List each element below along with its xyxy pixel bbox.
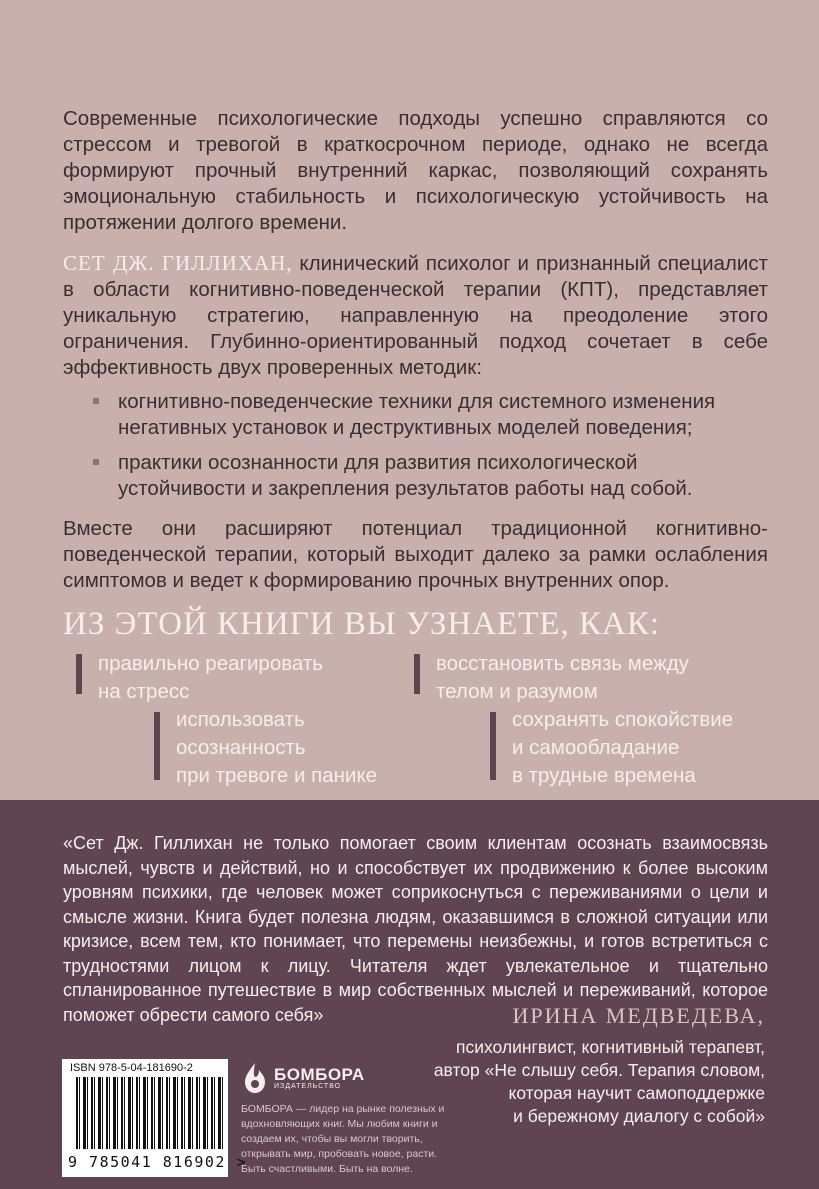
bullet-square-icon bbox=[93, 459, 99, 465]
publisher-subtitle: ИЗДАТЕЛЬСТВО bbox=[274, 1082, 342, 1090]
barcode-icon bbox=[76, 1077, 224, 1149]
learn-item-bar bbox=[414, 654, 420, 694]
summary-paragraph: Вместе они расширяют потенциал традиционной когнитивно-поведенческой терапии, который выходит далеко за рамки ослабления симптомов и ведет к формированию прочных внутренних опор. bbox=[63, 517, 768, 592]
intro-paragraph: Современные психологические подходы успешно справляются со стрессом и тревогой в краткосрочном периоде, однако не всегда формируют прочный внутренний каркас, позволяющий сохранять эмоциональную стабильность и психологическую устойчивость на протяжении долгого времени. bbox=[63, 107, 768, 234]
barcode-number: 9 785041 816902 > bbox=[68, 1153, 248, 1171]
review-author-credentials: психолингвист, когнитивный терапевт, автор «Не слышу себя. Терапия словом, которая научит самоподдержке и бережному диалогу с собой» bbox=[433, 1037, 765, 1126]
learn-item-bar bbox=[490, 712, 496, 780]
isbn-label: ISBN 978-5-04-181690-2 bbox=[70, 1062, 193, 1074]
learn-item: восстановить связь между телом и разумом bbox=[436, 652, 689, 703]
learn-item: сохранять спокойствие и самообладание в трудные времена bbox=[512, 708, 734, 787]
learn-item: правильно реагировать на стресс bbox=[98, 652, 323, 703]
author-description: клинический психолог и признанный специалист в области когнитивно-поведенческой терапии (КПТ), представляет уникальную стратегию, направленную на преодоление этого ограничения. Глубинно-ориентированный подход сочетает в себе эффективность двух проверенных методик: bbox=[63, 252, 768, 379]
bullet-square-icon bbox=[93, 398, 99, 404]
method-list bbox=[90, 389, 770, 511]
review-quote: «Сет Дж. Гиллихан не только помогает своим клиентам осознать взаимосвязь мыслей, чувств и действий, но и способствует их продвижению к более высоким уровням психики, где человек может соприкоснуться с переживаниями о цели и смысле жизни. Книга будет полезна людям, оказавшимся в сложной ситуации или кризисе, всем тем, кто понимает, что перемены неизбежны, и готов встретиться с трудностями лицом к лицу. Читателя ждет увлекательное и тщательно спланированное путешествие в мир собственных мыслей и переживаний, которое поможет обрести самого себя» bbox=[63, 833, 768, 1025]
learn-item: использовать осознанность при тревоге и панике bbox=[176, 708, 378, 787]
publisher-name: БОМБОРА bbox=[274, 1064, 365, 1084]
learn-item-bar bbox=[76, 654, 82, 694]
method-item: практики осознанности для развития психологической устойчивости и закрепления результатов работы над собой. bbox=[90, 450, 770, 502]
learn-heading: ИЗ ЭТОЙ КНИГИ ВЫ УЗНАЕТЕ, КАК: bbox=[63, 606, 661, 642]
review-author: ИРИНА МЕДВЕДЕВА, bbox=[512, 1003, 765, 1028]
publisher-description: БОМБОРА — лидер на рынке полезных и вдохновляющих книг. Мы любим книги и создаем их, чтобы вы могли творить, открывать мир, пробовать новое, расти. Быть счастливыми. Быть на волне. bbox=[241, 1103, 445, 1175]
learn-item-bar bbox=[154, 712, 160, 780]
author-name: СЕТ ДЖ. ГИЛЛИХАН, bbox=[63, 251, 293, 275]
isbn-barcode-box bbox=[62, 1059, 248, 1177]
publisher-logo bbox=[241, 1062, 365, 1094]
author-paragraph bbox=[63, 250, 768, 381]
method-item: когнитивно-поведенческие техники для системного изменения негативных установок и деструктивных моделей поведения; bbox=[90, 389, 770, 441]
publisher-wordmark bbox=[274, 1066, 365, 1091]
bombora-flame-icon bbox=[241, 1062, 269, 1094]
